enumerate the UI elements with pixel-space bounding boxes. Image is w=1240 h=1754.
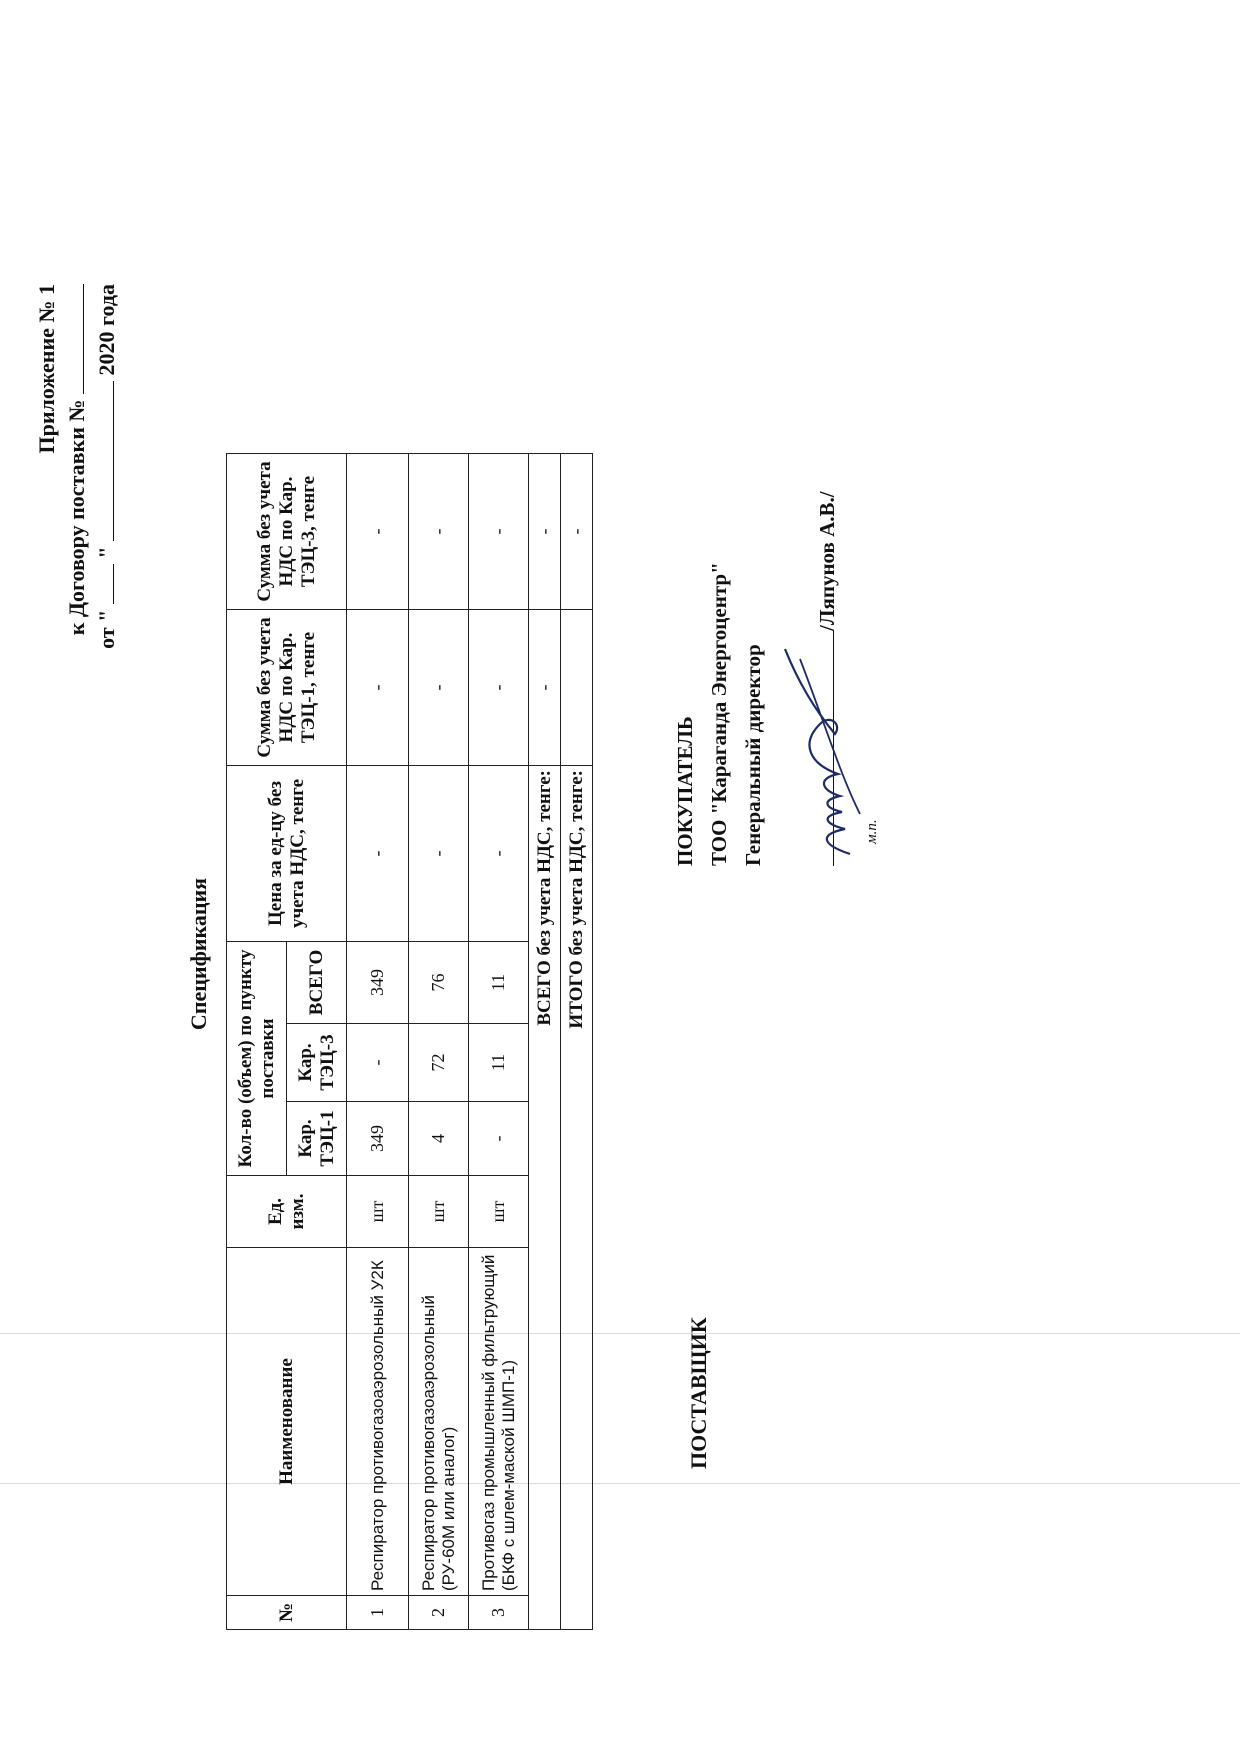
col-header-sum-tec3: Сумма без учета НДС по Кар. ТЭЦ-3, тенге — [227, 454, 347, 610]
row-num: 2 — [409, 1596, 469, 1630]
supplier-label: ПОСТАВЩИК — [686, 1317, 711, 1469]
row-num: 1 — [347, 1596, 409, 1630]
row-qty-tec1: 4 — [409, 1102, 469, 1176]
col-header-qty-tec1: Кар. ТЭЦ-1 — [287, 1102, 347, 1176]
contract-line: к Договору поставки № — [62, 284, 92, 844]
row-qty-total: 349 — [347, 942, 409, 1024]
grand-total-sum-tec3: - — [561, 454, 593, 610]
col-header-name: Наименование — [227, 1248, 347, 1596]
row-qty-tec3: 72 — [409, 1024, 469, 1102]
table-row — [469, 454, 529, 1630]
handwritten-signature — [780, 634, 870, 874]
row-qty-total: 76 — [409, 942, 469, 1024]
stamp-mark: м.п. — [864, 819, 880, 844]
buyer-company: ТОО "Караганда Энергоцентр" — [707, 562, 731, 866]
col-header-unit: Ед. изм. — [227, 1176, 347, 1248]
row-sum-tec1: - — [409, 610, 469, 766]
grand-total-row — [561, 454, 593, 1630]
row-qty-tec3: 11 — [469, 1024, 529, 1102]
month-blank — [93, 381, 114, 541]
total-label: ВСЕГО без учета НДС, тенге: — [529, 766, 561, 1630]
col-header-qty-group: Кол-во (объем) по пункту поставки — [227, 942, 287, 1176]
row-price: - — [409, 766, 469, 942]
row-qty-tec1: - — [469, 1102, 529, 1176]
buyer-position: Генеральный директор — [741, 644, 765, 866]
col-header-qty-total: ВСЕГО — [287, 942, 347, 1024]
row-sum-tec3: - — [469, 454, 529, 610]
row-name: Респиратор противогазоаэрозольный (РУ-60М или аналог) — [409, 1248, 469, 1596]
row-num: 3 — [469, 1596, 529, 1630]
total-sum-tec1: - — [529, 610, 561, 766]
row-price: - — [347, 766, 409, 942]
total-row — [529, 454, 561, 1630]
row-sum-tec1: - — [469, 610, 529, 766]
row-name: Респиратор противогазоаэрозольный У2К — [347, 1248, 409, 1596]
buyer-signatory: /Ляпунов А.В./ — [815, 491, 839, 631]
contract-number-blank — [63, 284, 84, 394]
appendix-title: Приложение № 1 — [34, 284, 59, 454]
scan-artifact-line — [0, 1333, 1240, 1334]
day-blank — [93, 564, 114, 604]
row-sum-tec1: - — [347, 610, 409, 766]
row-unit: шт — [347, 1176, 409, 1248]
row-name: Противогаз промышленный фильтрующий (БКФ с шлем-маской ШМП-1) — [469, 1248, 529, 1596]
row-qty-tec1: 349 — [347, 1102, 409, 1176]
scan-artifact-line — [0, 1483, 1240, 1484]
col-header-sum-tec1: Сумма без учета НДС по Кар. ТЭЦ-1, тенге — [227, 610, 347, 766]
table-row — [409, 454, 469, 1630]
col-header-price: Цена за ед-цу без учета НДС, тенге — [227, 766, 347, 942]
specification-table — [226, 453, 593, 1630]
row-qty-total: 11 — [469, 942, 529, 1024]
row-sum-tec3: - — [409, 454, 469, 610]
row-unit: шт — [469, 1176, 529, 1248]
grand-total-sum-tec1 — [561, 610, 593, 766]
document-title: Спецификация — [186, 877, 211, 1031]
grand-total-label: ИТОГО без учета НДС, тенге: — [561, 766, 593, 1630]
col-header-num: № — [227, 1596, 347, 1630]
buyer-label: ПОКУПАТЕЛЬ — [673, 716, 697, 866]
table-row — [347, 454, 409, 1630]
row-price: - — [469, 766, 529, 942]
date-line: от " " 2020 года — [94, 284, 119, 649]
total-sum-tec3: - — [529, 454, 561, 610]
row-sum-tec3: - — [347, 454, 409, 610]
contract-header — [32, 284, 122, 844]
row-qty-tec3: - — [347, 1024, 409, 1102]
col-header-qty-tec3: Кар. ТЭЦ-3 — [287, 1024, 347, 1102]
row-unit: шт — [409, 1176, 469, 1248]
